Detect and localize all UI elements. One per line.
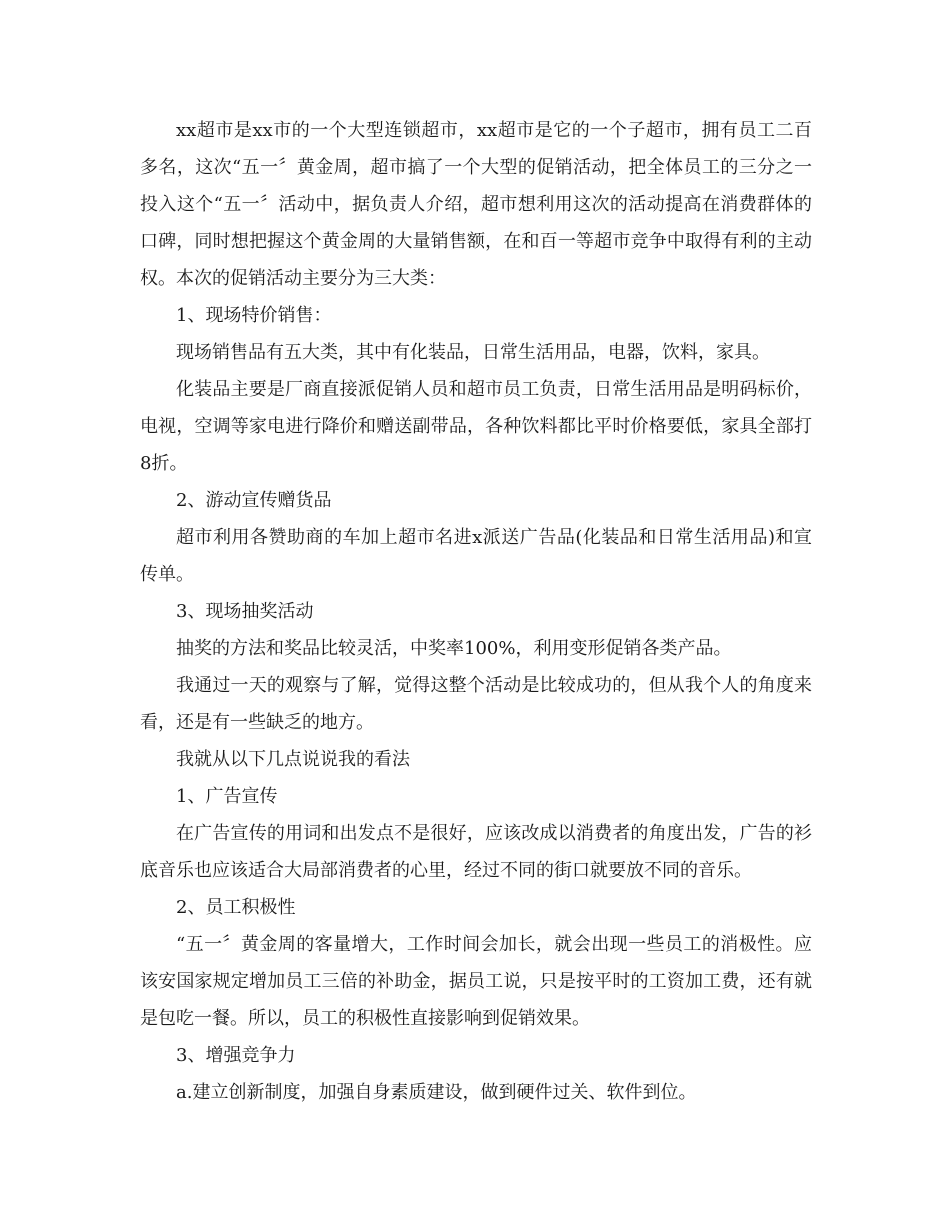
paragraph-product-categories: 现场销售品有五大类，其中有化装品，日常生活用品，电器，饮料，家具。 [176,342,770,363]
heading-special-price-sales: 1、现场特价销售： [176,305,332,326]
paragraph-lottery-details: 抽奖的方法和奖品比较灵活，中奖率100%，利用变形促销各类产品。 [176,638,732,659]
paragraph-innovation-system: a.建立创新制度，加强自身素质建设，做到硬件过关、软件到位。 [176,1082,697,1103]
heading-lottery-activity: 3、现场抽奖活动 [176,601,314,622]
paragraph-intro: xx超市是xx市的一个大型连锁超市，xx超市是它的一个子超市，拥有员工二百多名，这次“五一〞黄金周，超市搞了一个大型的促销活动，把全体员工的三分之一投入这个“五一〞活动中，据负责人介绍，超市想利用这次的活动提高在消费群体的口碑，同时想把握这个黄金周的大量销售额，在和百一等超市竞争中取得有利的主动权。本次的促销活动主要分为三大类： [140,120,812,289]
heading-mobile-promotion: 2、游动宣传赠货品 [176,490,332,511]
paragraph-observation: 我通过一天的观察与了解，觉得这整个活动是比较成功的，但从我个人的角度来看，还是有一些缺乏的地方。 [140,675,812,733]
paragraph-advertising-details: 在广告宣传的用词和出发点不是很好，应该改成以消费者的角度出发，广告的衫底音乐也应该适合大局部消费者的心里，经过不同的街口就要放不同的音乐。 [140,823,812,881]
paragraph-employee-details: “五一〞黄金周的客量增大，工作时间会加长，就会出现一些员工的消极性。应该安国家规定增加员工三倍的补助金，据员工说，只是按平时的工资加工费，还有就是包吃一餐。所以，员工的积极性直接影响到促销效果。 [140,934,812,1029]
heading-advertising: 1、广告宣传 [176,786,278,807]
paragraph-sponsor-vehicles: 超市利用各赞助商的车加上超市名进x派送广告品(化装品和日常生活用品)和宣传单。 [140,527,812,585]
heading-competitiveness: 3、增强竞争力 [176,1045,296,1066]
heading-employee-motivation: 2、员工积极性 [176,897,296,918]
paragraph-opinion-intro: 我就从以下几点说说我的看法 [176,749,410,770]
document-body [140,112,812,1111]
paragraph-cosmetics-details: 化装品主要是厂商直接派促销人员和超市员工负责，日常生活用品是明码标价，电视，空调等家电进行降价和赠送副带品，各种饮料都比平时价格要低，家具全部打8折。 [140,379,812,474]
